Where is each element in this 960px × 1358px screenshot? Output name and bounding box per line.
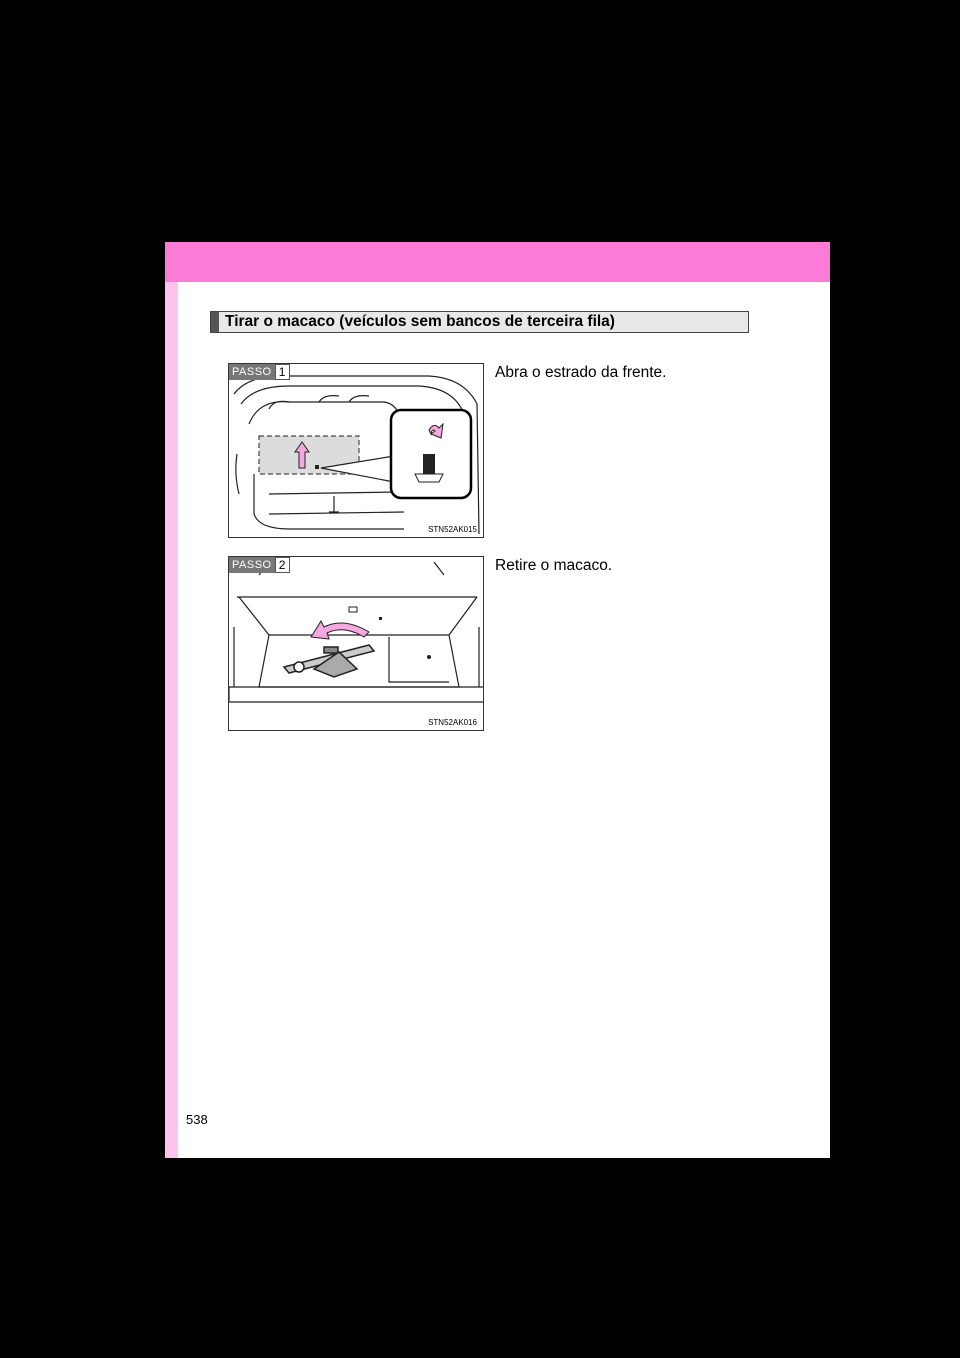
manual-page	[165, 242, 830, 1158]
step-1-instruction: Abra o estrado da frente.	[495, 364, 667, 381]
step-1-badge-number: 1	[275, 364, 290, 380]
jack-removal-drawing	[229, 557, 484, 731]
step-2-badge-number: 2	[275, 557, 290, 573]
section-heading-text: Tirar o macaco (veículos sem bancos de terceira fila)	[225, 313, 615, 330]
page-number: 538	[186, 1112, 208, 1127]
step-2-figure-code: STN52AK016	[428, 718, 477, 727]
page-header-band	[165, 242, 830, 282]
step-1-figure-code: STN52AK015	[428, 525, 477, 534]
heading-marker	[211, 312, 219, 332]
step-2-badge-word: PASSO	[229, 557, 275, 573]
step-1-badge	[229, 364, 290, 380]
step-2-illustration	[228, 556, 484, 731]
step-1-illustration	[228, 363, 484, 538]
step-1-badge-word: PASSO	[229, 364, 275, 380]
step-2-instruction: Retire o macaco.	[495, 557, 613, 574]
section-heading	[210, 311, 749, 333]
cargo-area-front-board-drawing	[229, 364, 484, 538]
step-2-badge	[229, 557, 290, 573]
page-side-band	[165, 282, 178, 1158]
